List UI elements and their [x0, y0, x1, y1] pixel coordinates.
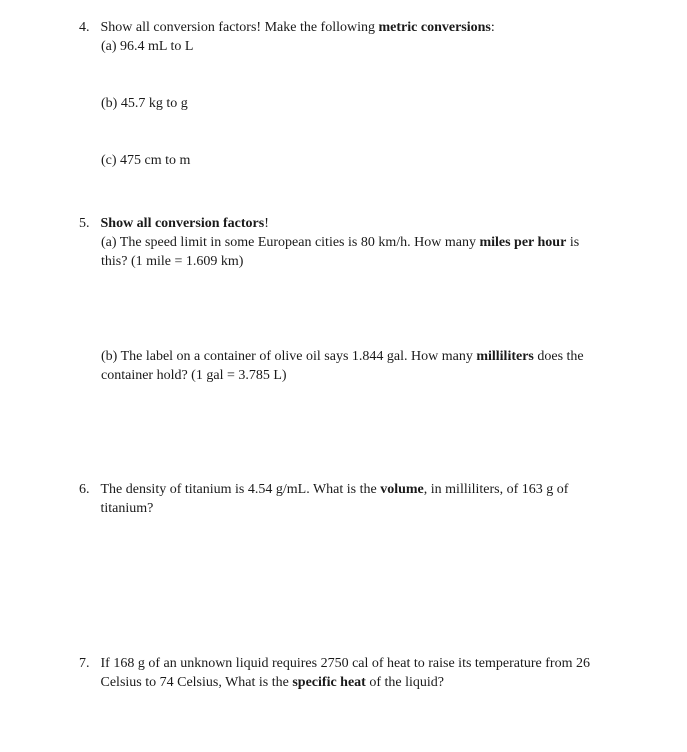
- question-6: [79, 480, 599, 518]
- question-text: If 168 g of an unknown liquid requires 2750 cal of heat to raise its temperature from 26 Celsius to 74 Celsius, What is the specific heat of the liquid?: [100, 656, 590, 690]
- question-5: [79, 214, 619, 233]
- question-text: The density of titanium is 4.54 g/mL. What is the volume, in milliliters, of 163 g of titanium?: [100, 482, 569, 516]
- question-number: 6.: [79, 482, 90, 497]
- question-number: 7.: [79, 656, 90, 671]
- question-number: 4.: [79, 20, 90, 35]
- question-4-part-a: (a) 96.4 mL to L: [101, 39, 194, 54]
- question-4-part-c: (c) 475 cm to m: [101, 153, 191, 168]
- question-number: 5.: [79, 216, 90, 231]
- question-4: [79, 18, 619, 37]
- question-4-part-b: (b) 45.7 kg to g: [101, 96, 188, 111]
- question-text: Show all conversion factors!: [100, 216, 269, 231]
- question-7: [79, 654, 619, 692]
- question-5-part-a: (a) The speed limit in some European cities is 80 km/h. How many miles per hour is this? (1 mile = 1.609 km): [101, 235, 580, 269]
- question-5-part-b: (b) The label on a container of olive oil says 1.844 gal. How many milliliters does the container hold? (1 gal = 3.785 L): [101, 349, 584, 383]
- question-text: Show all conversion factors! Make the following metric conversions:: [100, 20, 495, 35]
